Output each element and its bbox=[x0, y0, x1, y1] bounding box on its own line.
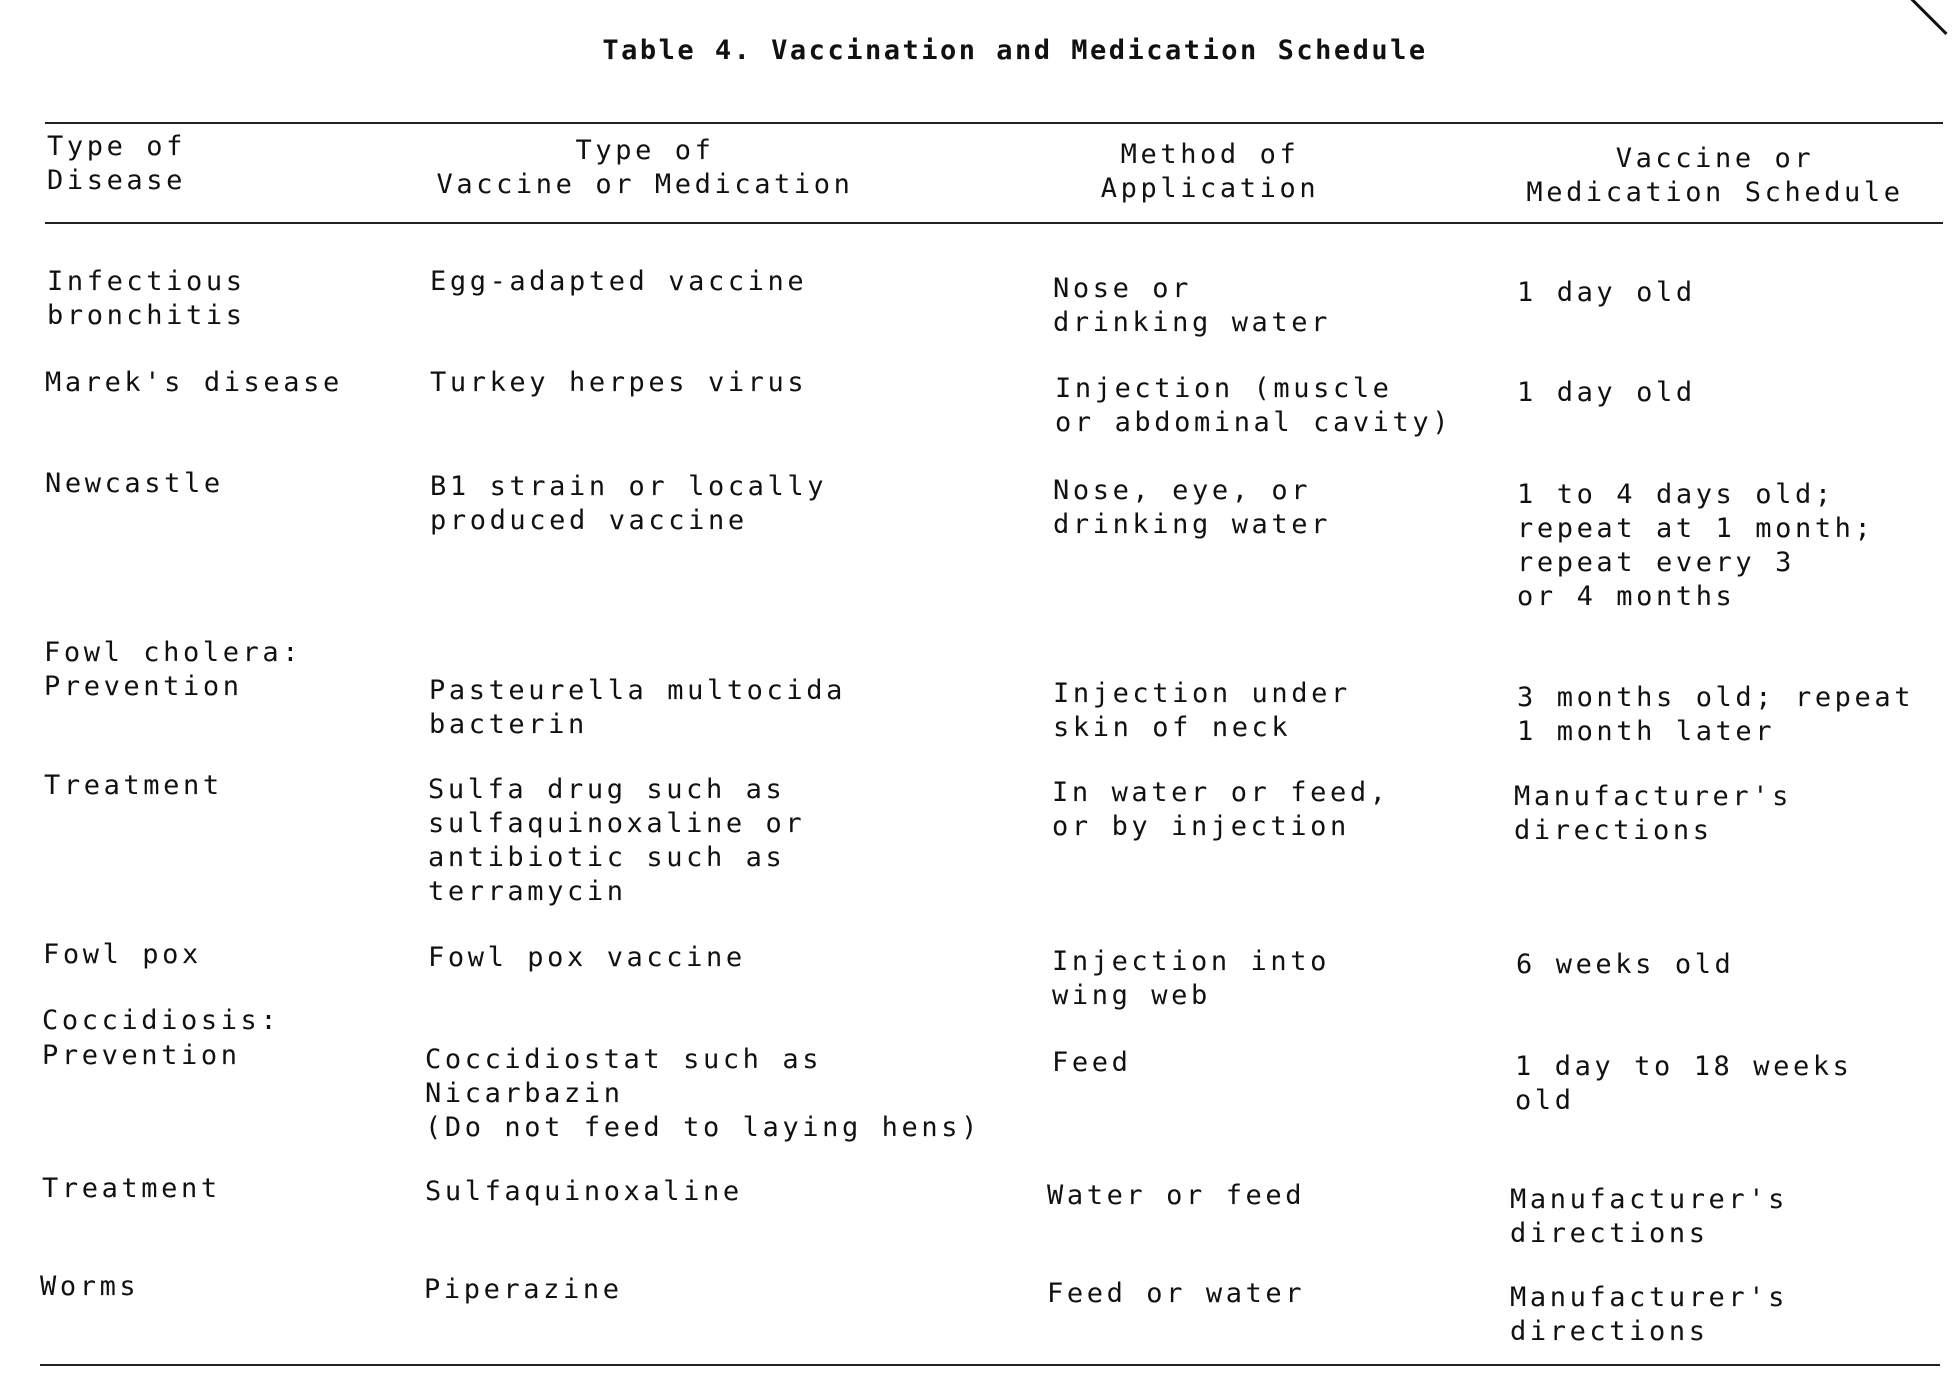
header-vaccine: Type of Vaccine or Medication bbox=[436, 135, 854, 200]
cell-disease: Fowl pox bbox=[43, 939, 202, 970]
table-title: Table 4. Vaccination and Medication Schedule bbox=[602, 35, 1428, 66]
header-disease: Type of Disease bbox=[47, 131, 186, 196]
cell-method: Nose or drinking water bbox=[1053, 273, 1331, 338]
cell-disease: Infectious bronchitis bbox=[47, 266, 246, 331]
cell-vaccine: Pasteurella multocida bacterin bbox=[429, 675, 846, 740]
cell-disease: Worms bbox=[40, 1271, 140, 1302]
cell-method: Injection into wing web bbox=[1052, 946, 1330, 1011]
cell-method: Feed bbox=[1052, 1047, 1132, 1078]
cell-vaccine: Egg-adapted vaccine bbox=[430, 266, 808, 297]
cell-disease: Fowl cholera: bbox=[44, 637, 303, 668]
top-rule bbox=[45, 122, 1943, 124]
cell-schedule: 3 months old; repeat 1 month later bbox=[1517, 682, 1915, 747]
cell-vaccine: Sulfa drug such as sulfaquinoxaline or antibiotic such as terramycin bbox=[428, 774, 806, 907]
cell-vaccine: Turkey herpes virus bbox=[430, 367, 808, 398]
cell-vaccine: Piperazine bbox=[424, 1274, 623, 1305]
header-rule bbox=[45, 222, 1943, 224]
cell-method: In water or feed, or by injection bbox=[1052, 777, 1390, 842]
cell-schedule: Manufacturer's directions bbox=[1510, 1282, 1788, 1347]
bottom-rule bbox=[40, 1364, 1940, 1366]
cell-schedule: 1 day to 18 weeks old bbox=[1515, 1051, 1853, 1116]
cell-schedule: 1 to 4 days old; repeat at 1 month; repeat every 3 or 4 months bbox=[1517, 479, 1875, 612]
cell-disease: Treatment bbox=[42, 1173, 221, 1204]
cell-method: Injection under skin of neck bbox=[1053, 678, 1351, 743]
cell-disease: Coccidiosis: bbox=[42, 1005, 281, 1036]
cell-method: Water or feed bbox=[1047, 1180, 1306, 1211]
scan-mark bbox=[1903, 0, 1948, 35]
cell-schedule: 6 weeks old bbox=[1516, 949, 1735, 980]
cell-vaccine: Fowl pox vaccine bbox=[428, 942, 746, 973]
cell-vaccine: Sulfaquinoxaline bbox=[425, 1176, 743, 1207]
cell-method: Nose, eye, or drinking water bbox=[1053, 475, 1331, 540]
cell-method: Injection (muscle or abdominal cavity) bbox=[1055, 373, 1453, 438]
cell-schedule: Manufacturer's directions bbox=[1514, 781, 1792, 846]
cell-disease: Marek's disease bbox=[45, 367, 343, 398]
cell-schedule: 1 day old bbox=[1517, 277, 1696, 308]
header-method: Method of Application bbox=[1100, 139, 1320, 204]
cell-vaccine: Coccidiostat such as Nicarbazin (Do not feed to laying hens) bbox=[425, 1044, 981, 1143]
header-schedule: Vaccine or Medication Schedule bbox=[1526, 143, 1904, 208]
cell-disease: Treatment bbox=[44, 770, 223, 801]
cell-disease: Prevention bbox=[44, 671, 243, 702]
cell-schedule: Manufacturer's directions bbox=[1510, 1184, 1788, 1249]
cell-vaccine: B1 strain or locally produced vaccine bbox=[430, 471, 828, 536]
cell-disease: Newcastle bbox=[45, 468, 224, 499]
cell-method: Feed or water bbox=[1047, 1278, 1306, 1309]
cell-schedule: 1 day old bbox=[1517, 377, 1696, 408]
cell-disease: Prevention bbox=[42, 1040, 241, 1071]
